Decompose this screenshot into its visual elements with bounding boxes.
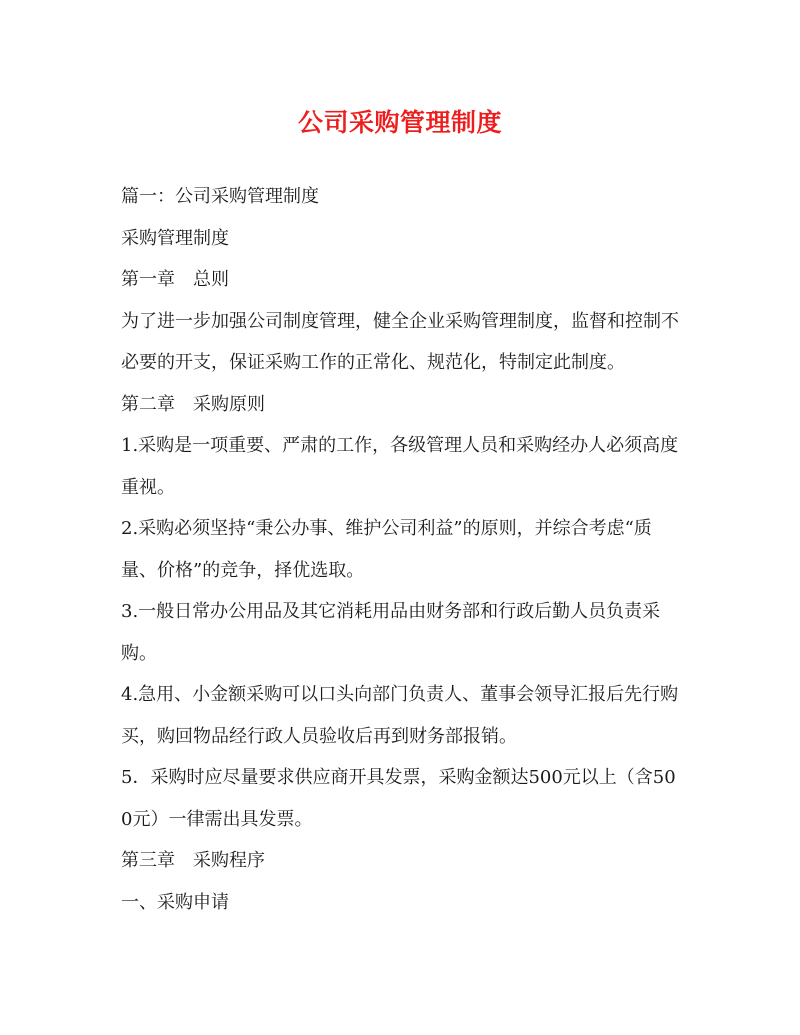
chapter-heading: 第一章 总则 [121,269,229,290]
list-item: 1.采购是一项重要、严肃的工作，各级管理人员和采购经办人必须高度重视。 [121,435,679,498]
list-item: 3.一般日常办公用品及其它消耗用品由财务部和行政后勤人员负责采购。 [121,601,661,664]
chapter-heading: 第二章 采购原则 [121,393,265,415]
document-title: 公司采购管理制度 [297,108,502,137]
list-item: 2.采购必须坚持“秉公办事、维护公司利益”的原则，并综合考虑“质量、价格”的竞争，择优选取。 [121,518,652,581]
subtitle: 采购管理制度 [121,227,229,249]
chapter-heading: 第三章 采购程序 [121,850,265,871]
list-item: 4.急用、小金额采购可以口头向部门负责人、董事会领导汇报后先行购买，购回物品经行政人员验收后再到财务部报销。 [121,684,679,747]
section-subheading: 一、采购申请 [121,891,229,913]
document-body [121,176,681,923]
body-paragraph: 为了进一步加强公司制度管理，健全企业采购管理制度，监督和控制不必要的开支，保证采购工作的正常化、规范化，特制定此制度。 [121,310,679,373]
section-heading: 篇一：公司采购管理制度 [121,186,319,207]
list-item: 5．采购时应尽量要求供应商开具发票，采购金额达500元以上（含500元）一律需出具发票。 [121,767,676,830]
